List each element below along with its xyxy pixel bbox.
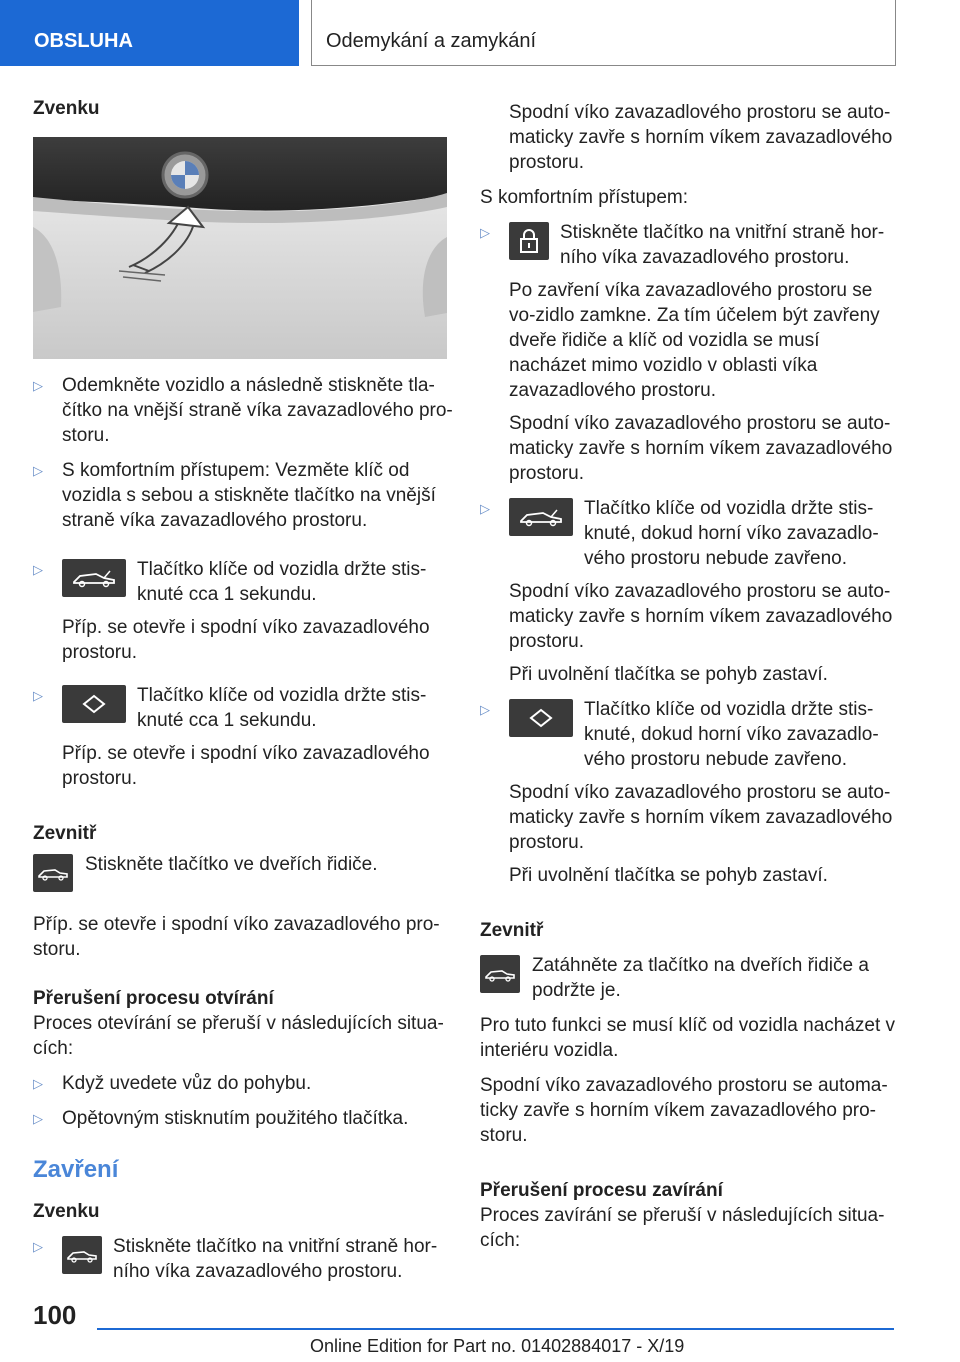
trunk-button-photo (33, 137, 447, 359)
list-item-note: Po zavření víka zavazadlového prostoru se vo-zidlo zamkne. Za tím účelem být zavřeny dveře řidiče a klíč od vozidla se musí nacházet mimo vozidlo v oblasti víka zavazadlového prostoru. (509, 280, 880, 401)
page-header (0, 0, 960, 66)
list-item-note: Spodní víko zavazadlového prostoru se auto-maticky zavře s horním víkem zavazadlového prostoru. (509, 782, 893, 853)
car-trunk-icon (62, 559, 126, 597)
heading-outside: Zvenku (33, 98, 100, 119)
footer-divider (97, 1328, 894, 1330)
car-trunk-icon (480, 955, 520, 993)
bullet-arrow-icon: ▷ (33, 1111, 43, 1126)
paragraph: Příp. se otevře i spodní víko zavazadlového pro-storu. (33, 914, 440, 960)
list-item: ▷ Když uvedete vůz do pohybu. (33, 1073, 312, 1094)
paragraph: Spodní víko zavazadlového prostoru se auto-maticky zavře s horním víkem zavazadlového prostoru. (509, 102, 893, 173)
list-item: ▷ Tlačítko klíče od vozidla držte stis-knuté, dokud horní víko zavazadlo-vého prostoru nebude zavřeno. (480, 498, 879, 569)
inside-instruction: Stiskněte tlačítko ve dveřích řidiče. (33, 852, 453, 898)
page-number: 100 (33, 1300, 77, 1330)
list-item: ▷ Opětovným stisknutím použitého tlačítka. (33, 1108, 409, 1129)
list-item: ▷ S komfortním přístupem: Vezměte klíč od vozidla s sebou a stiskněte tlačítko na vnější straně víka zavazadlového prostoru. (33, 460, 436, 531)
car-trunk-icon (62, 1236, 102, 1274)
heading-close-outside: Zvenku (33, 1201, 100, 1222)
heading-interrupt-closing: Přerušení procesu zavírání (480, 1180, 723, 1201)
bullet-arrow-icon: ▷ (480, 501, 490, 516)
trunk-photo-illustration (33, 137, 447, 359)
paragraph: Proces zavírání se přeruší v následujících situa-cích: (480, 1205, 885, 1251)
heading-interrupt-opening: Přerušení procesu otvírání (33, 988, 274, 1009)
edition-note: Online Edition for Part no. 01402884017 - X/19 (310, 1336, 685, 1356)
chapter-title: Odemykání a zamykání (311, 0, 896, 66)
list-item-note: Při uvolnění tlačítka se pohyb zastaví. (509, 664, 828, 685)
paragraph: Proces otevírání se přeruší v následujících situa-cích: (33, 1013, 444, 1059)
left-column (33, 96, 453, 1284)
list-item-note: Příp. se otevře i spodní víko zavazadlového prostoru. (62, 743, 430, 789)
paragraph: S komfortním přístupem: (480, 187, 689, 208)
heading-inside: Zevnitř (480, 920, 544, 941)
section-label: OBSLUHA (0, 0, 299, 66)
car-trunk-icon (33, 854, 73, 892)
bullet-arrow-icon: ▷ (480, 702, 490, 717)
bullet-arrow-icon: ▷ (33, 463, 43, 478)
list-item: ▷ Stiskněte tlačítko na vnitřní straně hor-ního víka zavazadlového prostoru. (33, 1236, 438, 1282)
car-trunk-icon (509, 498, 573, 536)
trunk-button-icon (62, 685, 126, 723)
list-item-note: Spodní víko zavazadlového prostoru se auto-maticky zavře s horním víkem zavazadlového prostoru. (509, 581, 893, 652)
list-item: ▷ Odemkněte vozidlo a následně stiskněte tla-čítko na vnější straně víka zavazadlového pro-storu. (33, 375, 453, 446)
list-item-note: Při uvolnění tlačítka se pohyb zastaví. (509, 865, 828, 886)
list-item: ▷ Stiskněte tlačítko na vnitřní straně hor-ního víka zavazadlového prostoru. (480, 222, 885, 268)
paragraph: Spodní víko zavazadlového prostoru se automa-ticky zavře s horním víkem zavazadlového pro-storu. (480, 1075, 888, 1146)
list-item: ▷ Tlačítko klíče od vozidla držte stis-knuté, dokud horní víko zavazadlo-vého prostoru nebude zavřeno. (480, 699, 879, 770)
bullet-arrow-icon: ▷ (33, 1239, 43, 1254)
list-item-note: Příp. se otevře i spodní víko zavazadlového prostoru. (62, 617, 430, 663)
bullet-arrow-icon: ▷ (33, 1076, 43, 1091)
paragraph: Pro tuto funkci se musí klíč od vozidla nacházet v interiéru vozidla. (480, 1015, 896, 1061)
bullet-arrow-icon: ▷ (33, 688, 43, 703)
trunk-button-icon (509, 699, 573, 737)
list-item: ▷ Tlačítko klíče od vozidla držte stis-knuté cca 1 sekundu. (33, 685, 427, 731)
bullet-arrow-icon: ▷ (33, 562, 43, 577)
bullet-arrow-icon: ▷ (480, 225, 490, 240)
lock-icon (509, 222, 549, 260)
list-item-note: Spodní víko zavazadlového prostoru se auto-maticky zavře s horním víkem zavazadlového prostoru. (509, 413, 893, 484)
inside-instruction: Zatáhněte za tlačítko na dveřích řidiče a podržte je. (480, 953, 900, 1003)
bullet-arrow-icon: ▷ (33, 378, 43, 393)
heading-closing: Zavření (33, 1156, 119, 1183)
list-item: ▷ Tlačítko klíče od vozidla držte stis-knuté cca 1 sekundu. (33, 559, 427, 605)
heading-inside: Zevnitř (33, 823, 97, 844)
right-column (480, 100, 900, 1253)
